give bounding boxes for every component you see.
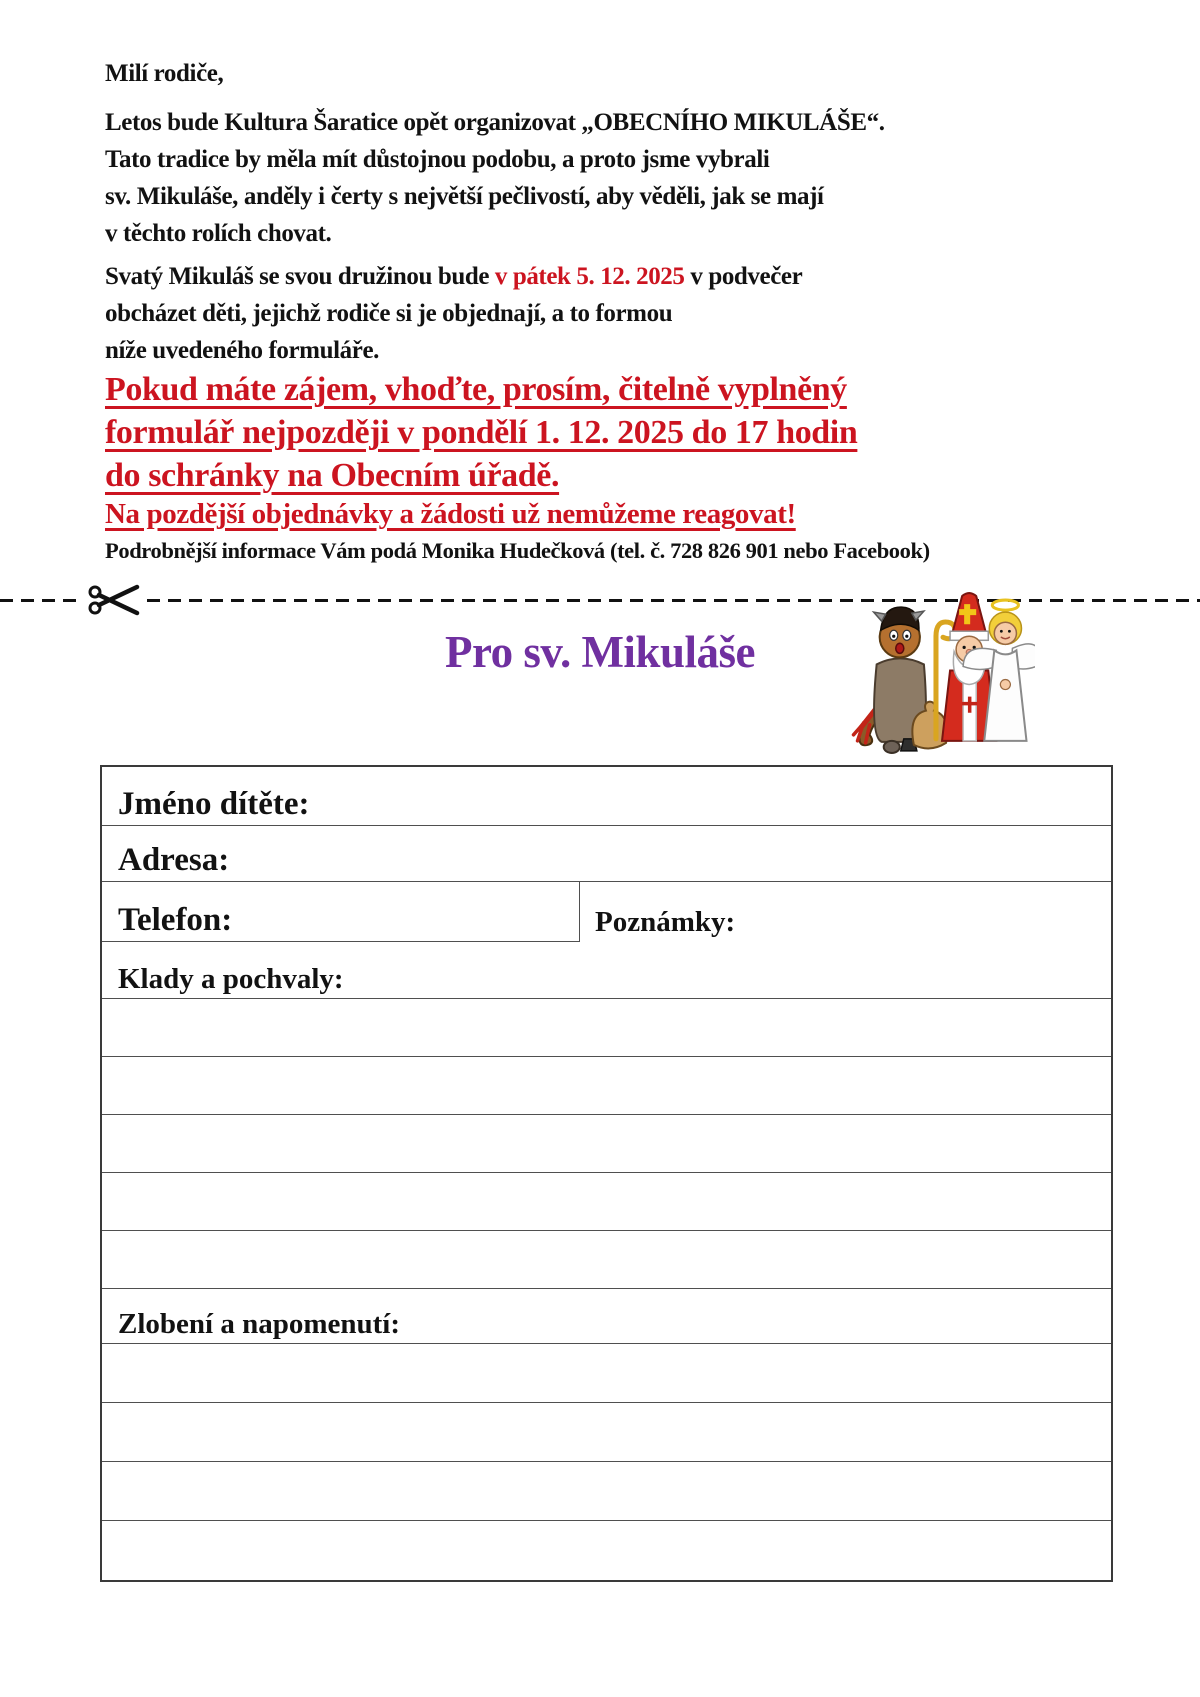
late-orders-warning: Na pozdější objednávky a žádosti už nemůžeme reagovat! xyxy=(105,498,796,530)
notes-cell xyxy=(580,882,1111,942)
scissors-icon xyxy=(84,578,146,622)
reprimands-label-row xyxy=(102,1289,1111,1344)
order-form-table xyxy=(100,765,1113,1582)
phone-cell xyxy=(102,882,580,942)
deadline-line: do schránky na Obecním úřadě. xyxy=(105,457,560,494)
reprimands-ruled-line xyxy=(102,1403,1111,1462)
body-text-line xyxy=(105,258,802,295)
praises-label: Klady a pochvaly: xyxy=(118,963,344,995)
praises-ruled-line xyxy=(102,1057,1111,1115)
intro-paragraph xyxy=(105,104,885,252)
reprimands-ruled-line xyxy=(102,1344,1111,1403)
reprimands-label: Zlobení a napomenutí: xyxy=(118,1308,400,1340)
address-row xyxy=(102,826,1111,882)
devil-st-nicholas-angel-clipart xyxy=(843,588,1035,764)
visit-text-before: Svatý Mikuláš se svou družinou bude xyxy=(105,263,495,290)
body-text-line: Letos bude Kultura Šaratice opět organizovat „OBECNÍHO MIKULÁŠE“. xyxy=(105,109,885,136)
visit-text-after: v podvečer xyxy=(684,263,803,290)
body-text-line: sv. Mikuláše, anděly i čerty s největší pečlivostí, aby věděli, jak se mají xyxy=(105,183,824,210)
body-text-line: v těchto rolích chovat. xyxy=(105,220,332,247)
praises-label-row xyxy=(102,942,1111,999)
deadline-notice xyxy=(105,368,857,497)
visit-paragraph xyxy=(105,258,802,369)
body-text-line: Tato tradice by měla mít důstojnou podobu, a proto jsme vybrali xyxy=(105,146,770,173)
contact-info-line: Podrobnější informace Vám podá Monika Hudečková (tel. č. 728 826 901 nebo Facebook) xyxy=(105,538,930,563)
phone-label: Telefon: xyxy=(118,902,233,938)
deadline-line: formulář nejpozději v pondělí 1. 12. 2025 do 17 hodin xyxy=(105,414,858,451)
praises-ruled-line xyxy=(102,999,1111,1057)
child-name-label: Jméno dítěte: xyxy=(118,786,310,822)
deadline-line: Pokud máte zájem, vhoďte, prosím, čitelně vyplněný xyxy=(105,371,847,408)
slip-title: Pro sv. Mikuláše xyxy=(445,627,755,677)
praises-ruled-line xyxy=(102,1115,1111,1173)
visit-date-highlight: v pátek 5. 12. 2025 xyxy=(494,263,685,290)
greeting-line: Milí rodiče, xyxy=(105,60,224,87)
child-name-row xyxy=(102,767,1111,826)
address-label: Adresa: xyxy=(118,842,230,878)
body-text-line: obcházet děti, jejichž rodiče si je objednají, a to formou xyxy=(105,300,673,327)
praises-ruled-line xyxy=(102,1231,1111,1289)
praises-ruled-line xyxy=(102,1173,1111,1231)
phone-notes-row xyxy=(102,882,1111,942)
reprimands-ruled-line xyxy=(102,1462,1111,1521)
body-text-line: níže uvedeného formuláře. xyxy=(105,337,379,364)
reprimands-ruled-line xyxy=(102,1521,1111,1580)
notes-label: Poznámky: xyxy=(595,906,736,938)
